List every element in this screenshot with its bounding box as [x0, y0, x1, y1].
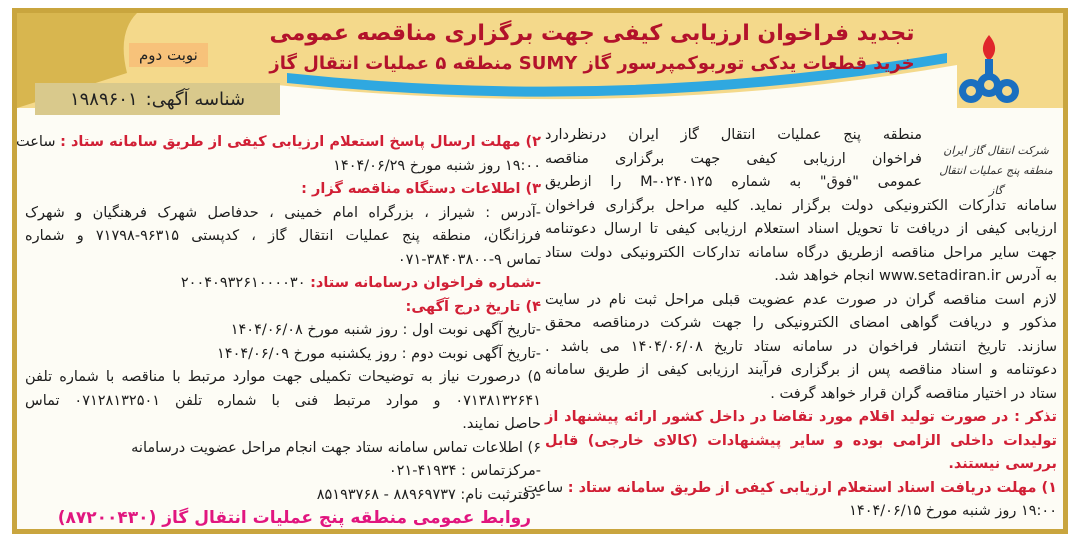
note-line: بررسی نیستند.	[948, 456, 1057, 472]
address-line: فرزانگان، منطقه پنج عملیات انتقال گاز ، کدپستی ۹۶۳۱۵-۷۱۷۹۸ و شماره	[25, 228, 541, 244]
item2-date: ۱۹:۰۰ روز شنبه مورخ ۱۴۰۴/۰۶/۲۹	[333, 157, 541, 174]
body-line: سامانه تدارکات الکترونیکی دولت برگزار نماید. کلیه مراحل برگزاری فراخوان	[545, 197, 1057, 214]
region-name: منطقه پنج عملیات انتقال گاز	[939, 164, 1053, 197]
ad-id-box	[35, 83, 280, 115]
item6-line: -مرکزتماس : ۴۱۹۳۴-۰۲۱	[388, 463, 541, 479]
item3-heading: ۳) اطلاعات دستگاه مناقصه گزار :	[301, 181, 541, 197]
item5-line: ۰۷۱۳۸۱۳۲۶۴۱ و موارد مرتبط فنی با شماره تلفن ۰۷۱۲۸۱۳۲۵۰۱ تماس	[25, 392, 541, 409]
advertisement-frame	[12, 8, 1068, 534]
body-line: لازم است مناقصه گران در صورت عدم عضویت قبلی مراحل ثبت نام در سایت	[545, 291, 1057, 308]
ad-title: تجدید فراخوان ارزیابی کیفی جهت برگزاری مناقصه عمومی	[269, 21, 915, 46]
note-line: تذکر : در صورت تولید اقلام مورد تقاضا در داخل کشور ارائه پیشنهاد از	[545, 409, 1057, 425]
address-line: تماس ۹-۳۸۴۰۳۸۰۰-۰۷۱	[397, 251, 541, 268]
item1-heading: ۱) مهلت دریافت اسناد استعلام ارزیابی کیفی از طریق سامانه ستاد :	[567, 479, 1057, 496]
body-line: سازند. تاریخ انتشار فراخوان در سامانه ستاد تاریخ ۱۴۰۴/۰۶/۰۸ می باشد .	[545, 338, 1057, 355]
note-line: تولیدات داخلی الزامی بوده و سایر پیشنهادات (کالای خارجی) قابل	[545, 432, 1057, 449]
public-relations-footer: روابط عمومی منطقه پنج عملیات انتقال گاز (۸۷۲۰۰۴۳۰)	[57, 508, 531, 528]
body-line: ارزیابی کیفی از دریافت تا تحویل اسناد استعلام ارزیابی کیفی تا ارسال دعوتنامه	[545, 221, 1057, 237]
item1-time-label: ساعت	[523, 479, 564, 496]
item2-time-label: ساعت	[16, 134, 56, 150]
tender-number-label: -شماره فراخوان درسامانه ستاد:	[310, 275, 541, 291]
body-line: مذکور و دریافت گواهی امضای الکترونیکی را جهت شرکت درمناقصه محقق	[545, 315, 1057, 331]
body-line: ستاد در اختیار مناقصه گران قرار خواهد گرفت .	[770, 385, 1057, 402]
item5-line: ۵) درصورت نیاز به توضیحات تکمیلی جهت موارد مرتبط با مناقصه با شماره تلفن	[25, 369, 541, 385]
ad-subtitle: خرید قطعات یدکی توربوکمپرسور گاز SUMY منطقه ۵ عملیات انتقال گاز	[269, 53, 915, 74]
date-line: -تاریخ آگهی نوبت دوم : روز یکشنبه مورخ ۱۴۰۴/۰۶/۰۹	[217, 345, 541, 362]
address-line: -آدرس : شیراز ، بزرگراه امام خمینی ، حدفاصل شهرک فرهنگیان و شهرک	[25, 204, 541, 221]
item6-line: ۶) اطلاعات تماس سامانه ستاد جهت انجام مراحل عضویت درسامانه	[131, 439, 541, 456]
item2-heading: ۲) مهلت ارسال پاسخ استعلام ارزیابی کیفی از طریق سامانه ستاد :	[60, 134, 541, 150]
item6-line: -دفترثبت نام: ۸۸۹۶۹۷۳۷ - ۸۵۱۹۳۷۶۸	[316, 486, 541, 503]
intro-line: منطقه پنج عملیات انتقال گاز ایران درنظردارد	[545, 127, 922, 143]
right-column	[523, 124, 1057, 524]
item4-heading: ۴) تاریخ درج آگهی:	[405, 298, 541, 315]
body-line: دعوتنامه و اسناد مناقصه پس از برگزاری فرآیند ارزیابی کیفی از طریق سامانه	[545, 362, 1057, 378]
intro-line: عمومی "فوق" به شماره M-۰۲۴۰۱۲۵ را ازطریق	[545, 174, 923, 190]
round-badge: نوبت دوم	[129, 43, 208, 67]
ad-id-value: ۱۹۸۹۶۰۱	[69, 88, 138, 110]
date-line: -تاریخ آگهی نوبت اول : روز شنبه مورخ ۱۴۰۴/۰۶/۰۸	[230, 322, 541, 338]
website-line: به آدرس www.setadiran.ir انجام خواهد شد.	[774, 268, 1057, 284]
item5-line: حاصل نمایند.	[462, 416, 541, 432]
tender-number: ۲۰۰۴۰۹۳۲۶۱۰۰۰۰۳۰	[180, 275, 306, 291]
intro-line: فراخوان ارزیابی کیفی جهت برگزاری مناقصه	[545, 150, 922, 167]
ad-id-label: شناسه آگهی:	[145, 88, 246, 110]
company-name: شرکت انتقال گاز ایران	[943, 144, 1049, 157]
body-line: جهت سایر مراحل مناقصه ازطریق درگاه سامانه تدارکات الکترونیکی دولت ستاد	[545, 244, 1057, 261]
item1-date: ۱۹:۰۰ روز شنبه مورخ ۱۴۰۴/۰۶/۱۵	[849, 503, 1057, 519]
nigc-logo-icon	[949, 33, 1029, 113]
left-column	[16, 131, 541, 531]
